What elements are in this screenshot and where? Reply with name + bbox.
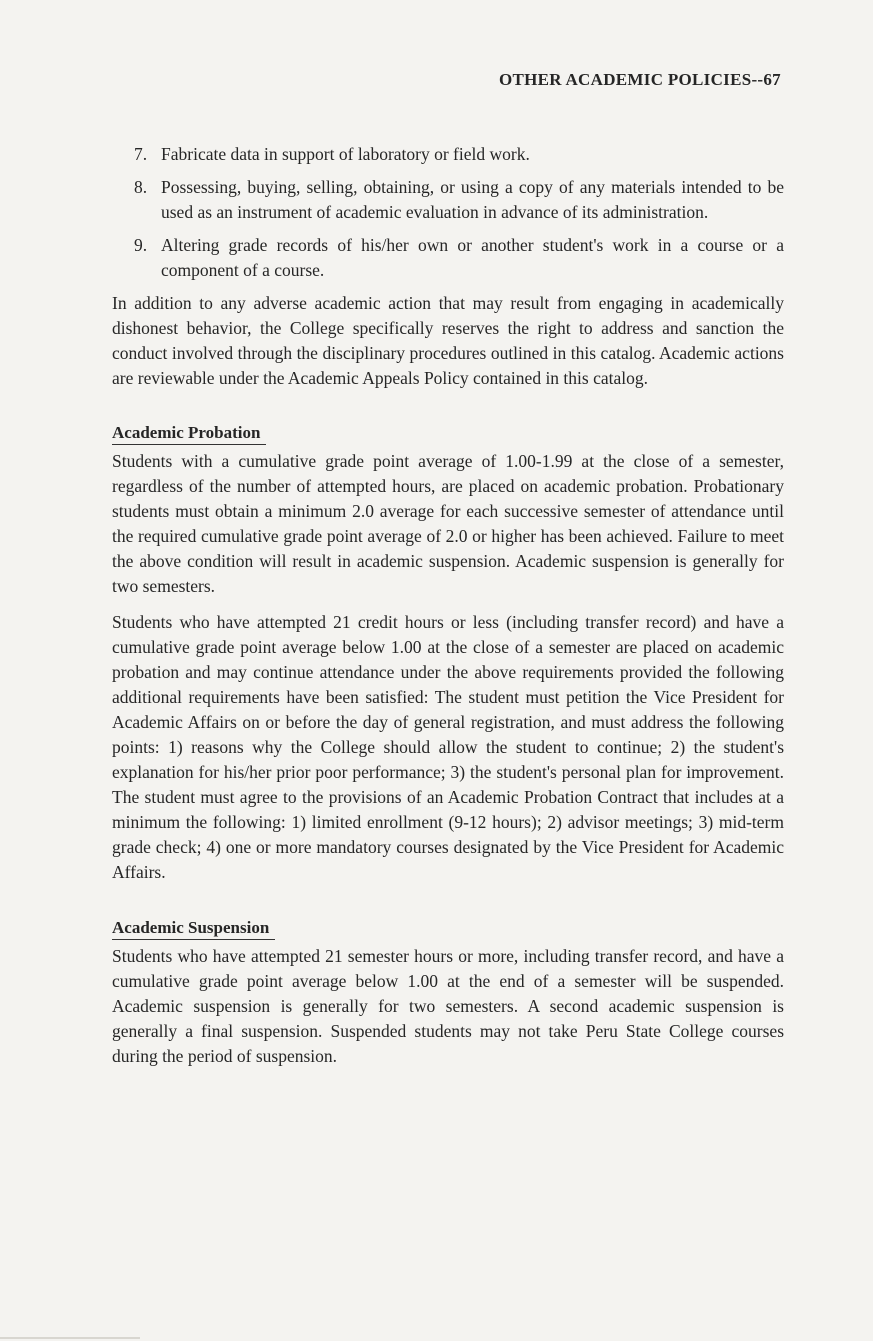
list-item: [112, 175, 784, 225]
suspension-section-header: [112, 918, 784, 940]
academic-dishonesty-paragraph: In addition to any adverse academic action that may result from engaging in academically dishonest behavior, the College specifically reserves the right to address and sanction the conduct involved through the disciplinary procedures outlined in this catalog. Academic actions are reviewable under the Academic Appeals Policy contained in this catalog.: [112, 293, 784, 388]
list-item-text: Possessing, buying, selling, obtaining, or using a copy of any materials intended to be used as an instrument of academic evaluation in advance of its administration.: [161, 177, 784, 222]
probation-paragraph: Students with a cumulative grade point average of 1.00-1.99 at the close of a semester, regardless of the number of attempted hours, are placed on academic probation. Probationary students must obtain a minimum 2.0 average for each successive semester of attendance until the required cumulative grade point average of 2.0 or higher has been achieved. Failure to meet the above condition will result in academic suspension. Academic suspension is generally for two semesters.: [112, 451, 784, 596]
probation-section-header: [112, 423, 784, 445]
list-item-text: Altering grade records of his/her own or another student's work in a course or a component of a course.: [161, 235, 784, 280]
suspension-paragraph: Students who have attempted 21 semester hours or more, including transfer record, and have a cumulative grade point average below 1.00 at the end of a semester will be suspended. Academic suspension is generally for two semesters. A second academic suspension is generally a final suspension. Suspended students may not take Peru State College courses during the period of suspension.: [112, 946, 784, 1066]
list-item-text: Fabricate data in support of laboratory or field work.: [161, 144, 530, 164]
list-item-number: 8.: [134, 177, 148, 197]
list-item-number: 9.: [134, 235, 148, 255]
list-item-number: 7.: [134, 144, 148, 164]
academic-suspension-heading: Academic Suspension: [112, 918, 275, 940]
academic-probation-heading: Academic Probation: [112, 423, 266, 445]
page-content: [112, 142, 784, 1080]
probation-paragraph: Students who have attempted 21 credit hours or less (including transfer record) and have a cumulative grade point average below 1.00 at the close of a semester are placed on academic probation and may continue attendance under the above requirements provided the following additional requirements have been satisfied: The student must petition the Vice President for Academic Affairs on or before the day of general registration, and must address the following points: 1) reasons why the College should allow the student to continue; 2) the student's explanation for his/her prior poor performance; 3) the student's personal plan for improvement. The student must agree to the provisions of an Academic Probation Contract that includes at a minimum the following: 1) limited enrollment (9-12 hours); 2) advisor meetings; 3) mid-term grade check; 4) one or more mandatory courses designated by the Vice President for Academic Affairs.: [112, 612, 784, 882]
list-item: [112, 142, 784, 167]
numbered-list: [112, 142, 784, 283]
running-head: OTHER ACADEMIC POLICIES--67: [498, 70, 781, 89]
list-item: [112, 233, 784, 283]
scan-artifact: [0, 1337, 140, 1339]
